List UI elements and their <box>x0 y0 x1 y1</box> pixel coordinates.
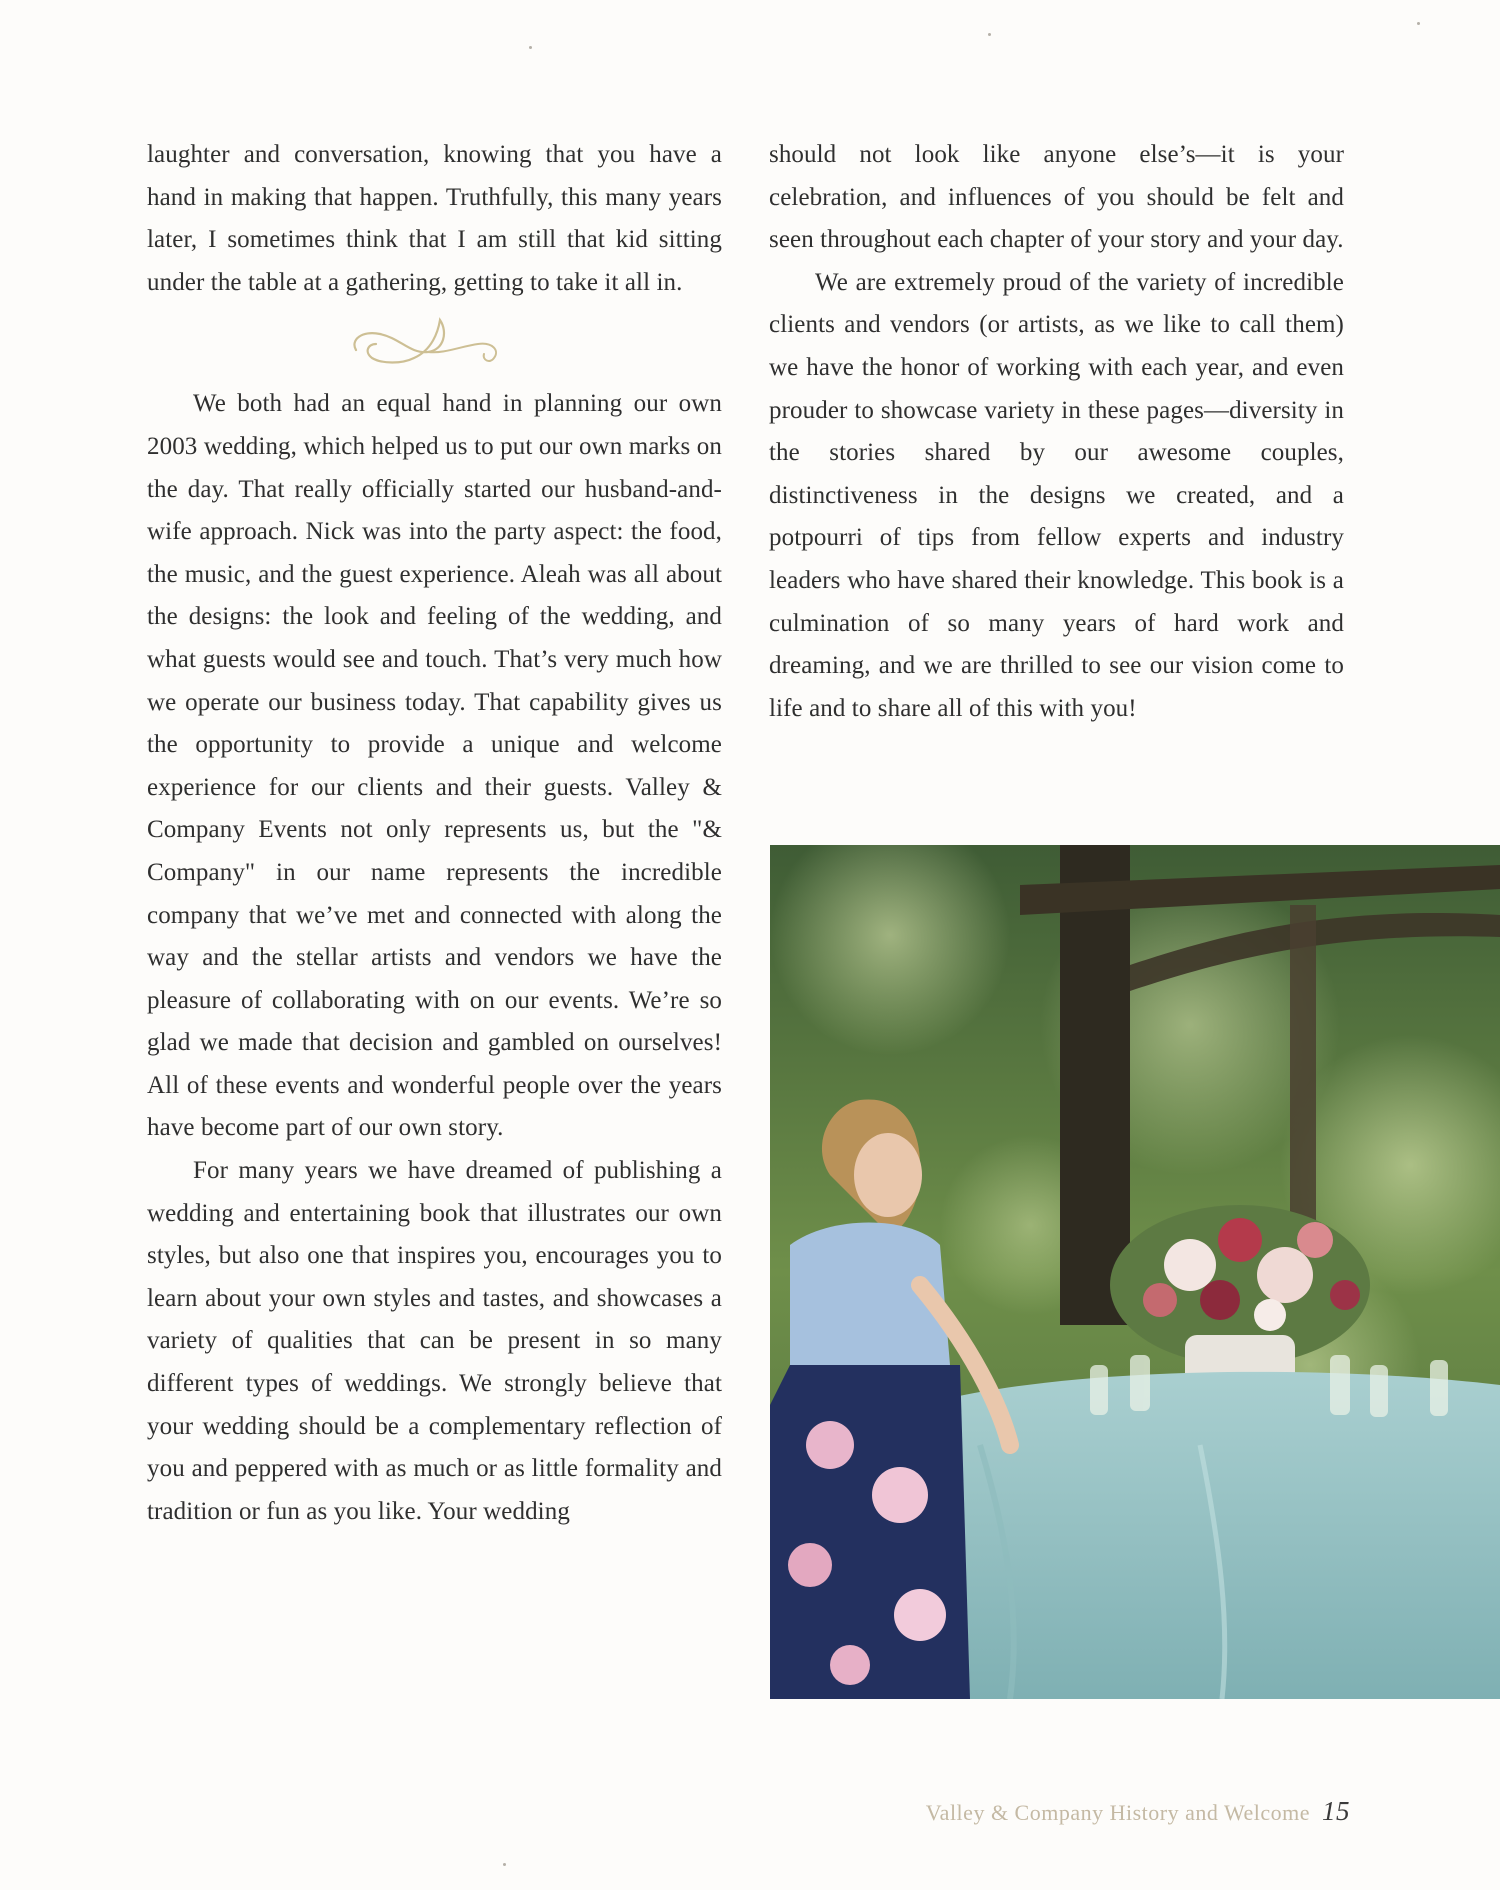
left-paragraph-2: We both had an equal hand in planning our own 2003 wedding, which helped us to put our own marks on the day. That really officially started our husband-and-wife approach. Nick was into the party aspect: the food, the music, and the guest experience. Aleah was all about the designs: the look and feeling of the wedding, and what guests would see and touch. That’s very much how we operate our business today. That capability gives us the opportunity to provide a unique and welcome experience for our clients and their guests. Valley & Company Events not only represents us, but the "& Company" in our name represents the incredible company that we’ve met and connected with along the way and the stellar artists and vendors we have the pleasure of collaborating with on our events. We’re so glad we made that decision and gambled on ourselves! All of these events and wonderful people over the years have become part of our own story. <box>147 390 722 1142</box>
right-paragraph-2: We are extremely proud of the variety of incredible clients and vendors (or artists, as we like to call them) we have the honor of working with each year, and even prouder to showcase variety in these pages—diversity in the stories shared by our awesome couples, distinctiveness in the designs we created, and a potpourri of tips from fellow experts and industry leaders who have shared their knowledge. This book is a culmination of so many years of hard work and dreaming, and we are thrilled to see our vision come to life and to share all of this with you! <box>769 268 1344 722</box>
page-footer <box>926 1796 1350 1827</box>
page-number: 15 <box>1322 1796 1350 1826</box>
decorative-flourish <box>147 310 722 376</box>
event-photo <box>770 845 1500 1699</box>
flourish-ornament-icon <box>344 310 514 376</box>
right-column <box>769 134 1344 730</box>
right-paragraph-1: should not look like anyone else’s—it is your celebration, and influences of you should be felt and seen throughout each chapter of your story and your day. <box>769 141 1344 254</box>
running-title: Valley & Company History and Welcome <box>925 1800 1310 1825</box>
left-paragraph-1: laughter and conversation, knowing that you have a hand in making that happen. Truthfully, this many years later, I sometimes think that I am still that kid sitting under the table at a gathering, getting to take it all in. <box>147 141 722 296</box>
woman-setting-table-illustration <box>770 845 1500 1699</box>
left-column <box>147 134 722 1533</box>
left-paragraph-3: For many years we have dreamed of publishing a wedding and entertaining book that illustrates our own styles, but also one that inspires you, encourages you to learn about your own styles and tastes, and showcases a variety of qualities that can be present in so many different types of weddings. We strongly believe that your wedding should be a complementary reflection of you and peppered with as much or as little formality and tradition or fun as you like. Your wedding <box>147 1157 722 1525</box>
